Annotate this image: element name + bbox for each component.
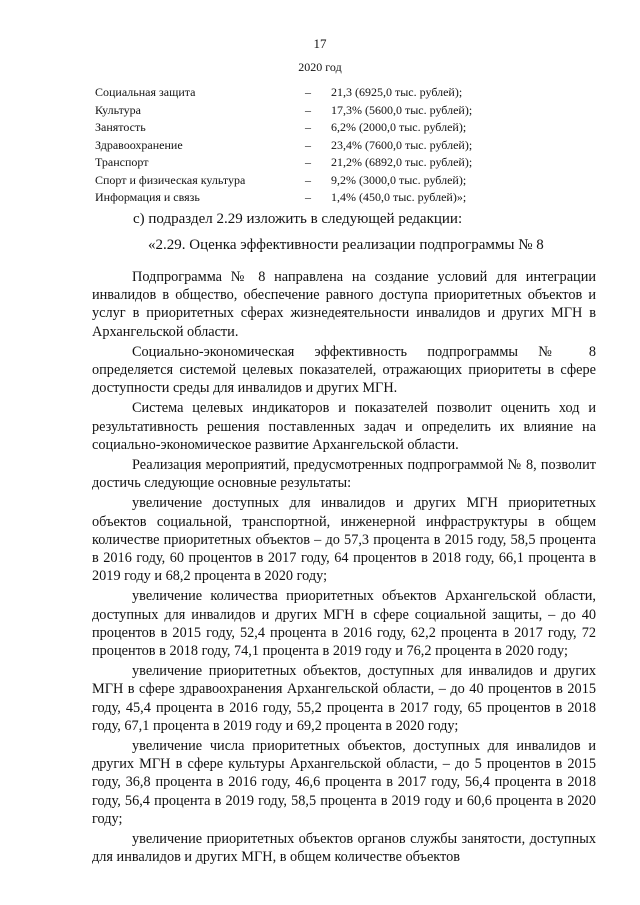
distribution-dash: – (305, 137, 311, 152)
amendment-instruction: с) подраздел 2.29 изложить в следующей редакции: (133, 211, 463, 227)
distribution-row (95, 172, 472, 190)
distribution-label: Здравоохранение (95, 137, 183, 152)
distribution-row (95, 154, 472, 172)
distribution-row (95, 84, 472, 102)
distribution-value: 6,2% (2000,0 тыс. рублей); (331, 120, 467, 134)
distribution-label: Транспорт (95, 155, 149, 169)
distribution-row (95, 119, 472, 137)
distribution-label: Культура (95, 102, 141, 117)
result-item: увеличение приоритетных объектов органов службы занятости, доступных для инвалидов и других МГН, в общем количестве объектов (92, 831, 596, 866)
distribution-list (95, 84, 472, 207)
result-item: увеличение приоритетных объектов, доступных для инвалидов и других МГН в сфере здравоохранения Архангельской области, – до 40 процентов в 2015 году, 45,4 процента в 2016 году, 55,2 процента в 2017 году, 65 процентов в 2018 году, 67,1 процента в 2019 году и 69,2 процента в 2020 году; (92, 663, 596, 734)
paragraph: Реализация мероприятий, предусмотренных подпрограммой № 8, позволит достичь следующие основные результаты: (92, 457, 596, 492)
distribution-value: 21,3 (6925,0 тыс. рублей); (331, 85, 463, 99)
section-title: «2.29. Оценка эффективности реализации подпрограммы № 8 (148, 237, 544, 253)
paragraph: Социально-экономическая эффективность подпрограммы № 8 определяется системой целевых показателей, отражающих приоритеты в сфере доступности среды для инвалидов и других МГН. (92, 343, 596, 397)
distribution-dash: – (305, 155, 311, 169)
distribution-value: 23,4% (7600,0 тыс. рублей); (331, 137, 473, 152)
body-text (92, 268, 596, 869)
distribution-label: Информация и связь (95, 190, 200, 204)
distribution-value: 17,3% (5600,0 тыс. рублей); (331, 102, 473, 117)
distribution-dash: – (305, 85, 311, 99)
distribution-label: Социальная защита (95, 85, 196, 99)
page-number: 17 (313, 36, 327, 51)
result-item: увеличение доступных для инвалидов и других МГН приоритетных объектов социальной, транспортной, инженерной инфраструктуры в общем количестве приоритетных объектов – до 57,3 процента в 2015 году, 58,5 процента в 2016 году, 60 процентов в 2017 году, 64 процентов в 2018 году, 66,1 процента в 2019 году и 68,2 процента в 2020 году; (92, 495, 596, 585)
distribution-label: Спорт и физическая культура (95, 172, 246, 187)
distribution-dash: – (305, 120, 311, 134)
paragraph: Подпрограмма № 8 направлена на создание условий для интеграции инвалидов в общество, обеспечение равного доступа приоритетных объектов и услуг в приоритетных сферах жизнедеятельности инвалидов и других МГН в Архангельской области. (92, 269, 596, 340)
distribution-row (95, 102, 472, 120)
distribution-value: 1,4% (450,0 тыс. рублей)»; (331, 190, 467, 204)
distribution-value: 21,2% (6892,0 тыс. рублей); (331, 155, 473, 169)
result-item: увеличение числа приоритетных объектов, доступных для инвалидов и других МГН в сфере культуры Архангельской области, – до 5 процентов в 2015 году, 36,8 процента в 2016 году, 46,6 процента в 2017 году, 56,4 процента в 2018 году, 56,4 процента в 2019 году, 58,5 процента в 2019 году и 60,6 процента в 2020 году; (92, 738, 596, 827)
distribution-dash: – (305, 172, 311, 187)
distribution-row (95, 137, 472, 155)
distribution-dash: – (305, 190, 311, 204)
year-heading: 2020 год (298, 60, 342, 74)
distribution-dash: – (305, 102, 311, 117)
paragraph: Система целевых индикаторов и показателей позволит оценить ход и результативность решения поставленных задач и определить их влияние на социально-экономическое развитие Архангельской области. (92, 400, 596, 453)
distribution-label: Занятость (95, 120, 146, 134)
result-item: увеличение количества приоритетных объектов Архангельской области, доступных для инвалидов и других МГН в сфере социальной защиты, – до 40 процентов в 2015 году, 52,4 процента в 2016 году, 62,2 процента в 2017 году, 72 процентов в 2018 году, 74,1 процента в 2019 году и 76,2 процента в 2020 году; (92, 588, 596, 660)
distribution-row (95, 189, 472, 207)
distribution-value: 9,2% (3000,0 тыс. рублей); (331, 172, 467, 187)
